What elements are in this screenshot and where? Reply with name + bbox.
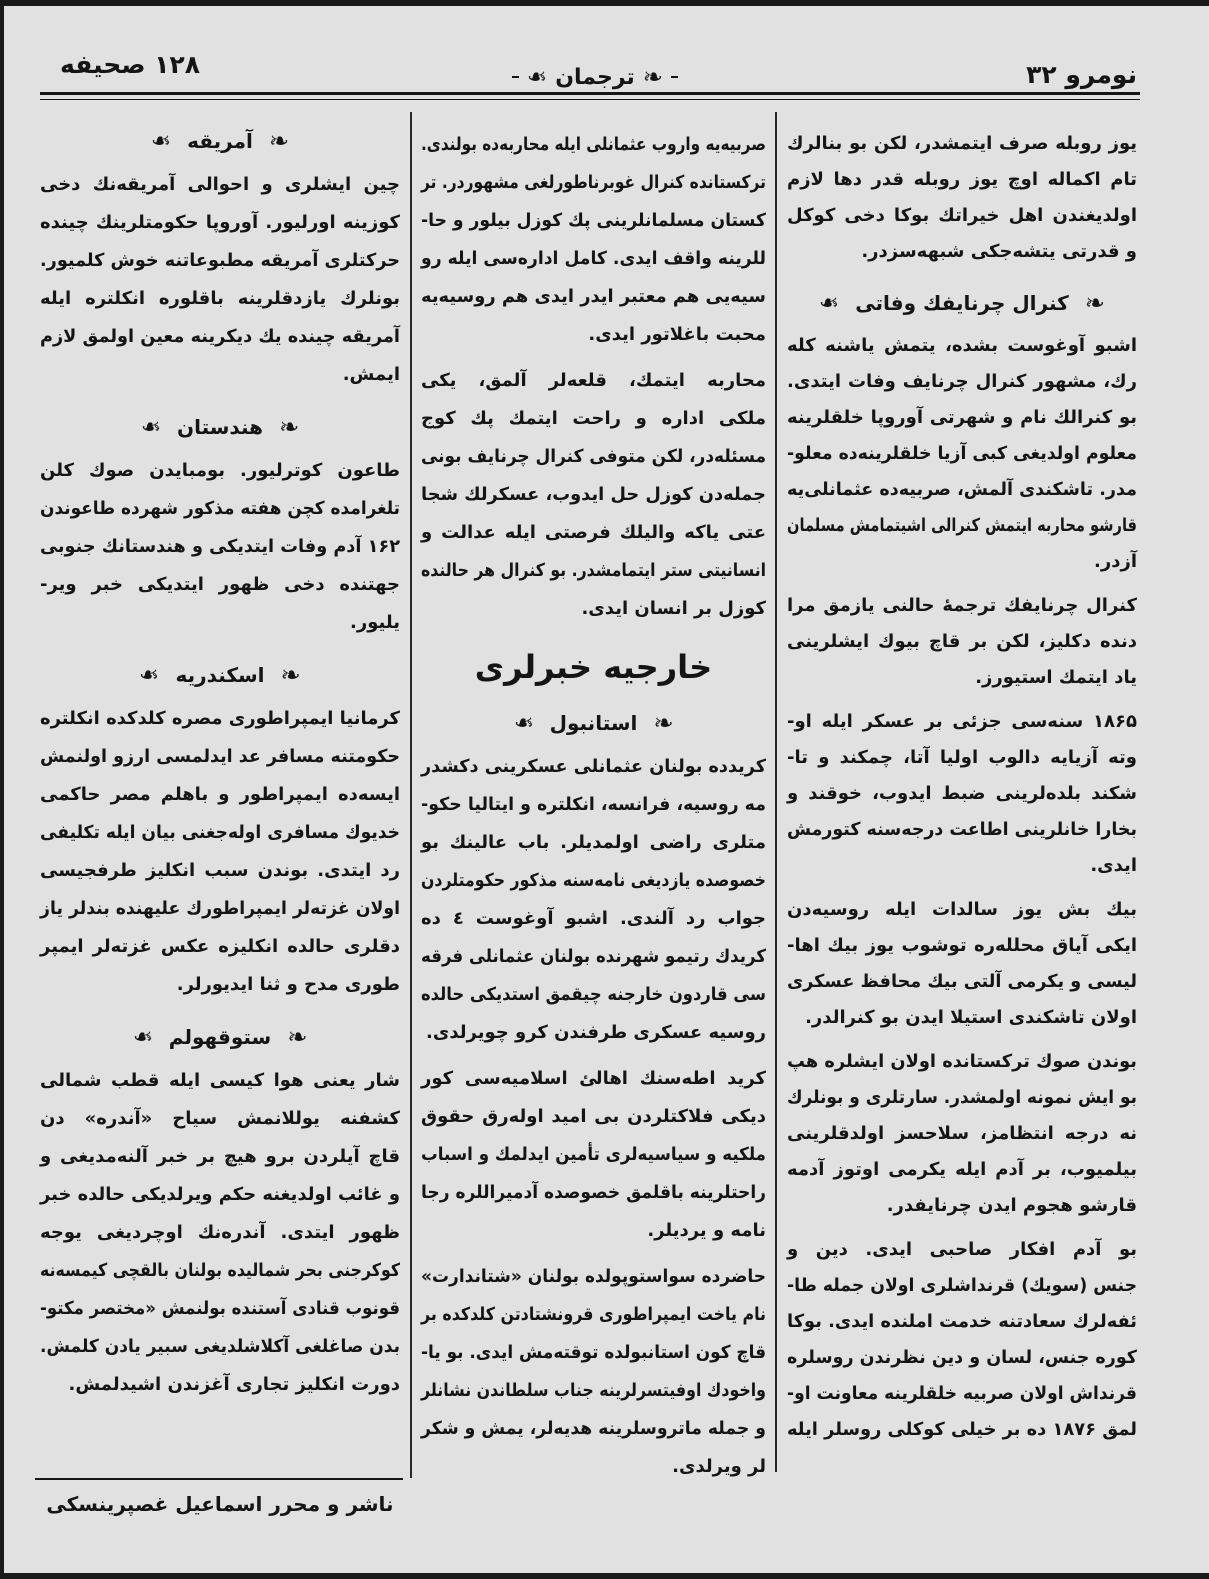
section-title: خارجیه خبرلری (474, 648, 713, 686)
text-line: یاد ایتمك استیورز. (975, 667, 1137, 688)
masthead-dash (512, 76, 519, 78)
text-line: ایمش. (342, 364, 400, 385)
text-line: و غائب اولدیغنه حکم ویرلدیکی حالده خبر (40, 1184, 400, 1205)
fleuron-icon: ❧ (139, 661, 160, 689)
section-heading-text: کنرال چرنایفك وفاتی (855, 291, 1069, 315)
column-middle (421, 126, 766, 1494)
text-line: کوکرجنی بحر شمالیده بولنان بالقچی کیمسه‌نه (40, 1260, 400, 1281)
text-line: و قدرتی یتشه‌جکی شبهه‌سزدر. (861, 241, 1137, 262)
masthead-dash (671, 76, 678, 78)
article-paragraph (787, 126, 1137, 270)
article-paragraph (421, 1258, 766, 1486)
masthead (505, 60, 685, 94)
text-line: دیکی فلاکتلردن بی امید اوله‌رق حقوق (421, 1106, 766, 1127)
text-line: اولان تاشکندی استیلا ایدن بو کنرالدر. (805, 1007, 1137, 1028)
text-line: لیسی و یکرمی آلتی بیك محافظ عسکری (787, 971, 1137, 992)
text-line: معلوم اولدیغی کبی آزیا خلقلرینه‌ده معلو- (787, 443, 1137, 464)
text-line: نام یاخت ایمپراطوری قرونشتادتن کلدکده بر (420, 1304, 766, 1325)
header-double-rule (40, 99, 1140, 100)
text-line: روسیه عسکری طرفندن کرو چویرلدی. (426, 1022, 766, 1043)
section-heading-text: استانبول (549, 711, 638, 735)
column-left (40, 116, 400, 1412)
issue-number: نومرو ۳۲ (1026, 60, 1137, 89)
text-line: آمریقه چینده یك دیکرینه معین اولمق لازم (39, 326, 400, 347)
section-heading (40, 1012, 400, 1062)
text-line: چین ایشلری و احوالی آمریقه‌نك دخی (40, 174, 400, 195)
text-line: محبت باغلاتور ایدی. (588, 324, 766, 345)
text-line: شکند بلده‌لرینی ضبط ایدوب، خوقند و (787, 783, 1137, 804)
text-line: حرکتلری آمریقه مطبوعاتنه خوش کلمیور. (39, 250, 400, 271)
text-line: ملکی اداره و راحت ایتمك پك کوج (421, 408, 766, 429)
section-heading-text: ستوقهولم (168, 1025, 272, 1049)
text-line: نه درجه انتظامز، سلاحسز اولدقلرینی (787, 1123, 1137, 1144)
section-heading-text: آمریقه (187, 129, 253, 153)
section-heading (40, 116, 400, 166)
fleuron-icon: ❧ (653, 709, 674, 737)
text-line: قرنداش اولان صربیه خلقلرینه معاونت او- (786, 1383, 1137, 1404)
text-line: کرمانیا ایمپراطوری مصره کلدکده انکلتره (40, 708, 400, 729)
text-line: وته آزیایه دالوب اولیا آتا، چمکند و تا- (787, 747, 1137, 768)
text-line: قاچ کون استانبولده توقته‌مش ایدی. بو یا- (420, 1342, 766, 1363)
text-line: تلغرامده کچن هفته مذکور شهرده طاعوندن (40, 498, 400, 519)
text-line: دنده دکلیز، لکن بر قاچ بیوك ایشلرینی (787, 631, 1137, 652)
text-line: مسئله‌در، لکن متوفی کنرال چرنایف بونی (420, 446, 766, 467)
text-line: ایدی. (1090, 855, 1137, 876)
text-line: دقلری حالده انکلیزه عکس غزته‌لر ایمپر (40, 936, 400, 957)
text-line: ترکستانده کنرال غوبرناطورلغی مشهوردر. تر (420, 172, 766, 193)
text-line: ایسه‌ده ایمپراطور و باهلم مصر حاکمی (40, 784, 400, 805)
article-paragraph (40, 1062, 400, 1404)
section-heading (787, 278, 1137, 328)
article-paragraph (787, 704, 1137, 884)
text-line: کوزل بر انسان ایدی. (581, 598, 766, 619)
text-line: بدن صاغلغی آکلاشلدیغی سبیر یادن کلمش. (40, 1336, 401, 1357)
text-line: نامه و یردیلر. (647, 1220, 766, 1241)
article-paragraph (40, 166, 400, 394)
text-line: کرید اطه‌سنك اهالئ اسلامیه‌سی کور (421, 1068, 766, 1089)
newspaper-title: ترجمان (555, 64, 635, 90)
text-line: بونلرك یازدقلرینه باقلوره انکلتره ایله (40, 288, 400, 309)
section-heading (421, 698, 766, 748)
article-paragraph (787, 892, 1137, 1036)
text-line: بخارا خانلرینی اطاعت درجه‌سنه کتورمش (786, 819, 1137, 840)
section-heading (40, 402, 400, 452)
fleuron-icon: ❧ (527, 63, 548, 91)
text-line: سی قاردون خارجنه چیقمق استدیکی حالده (421, 984, 766, 1005)
fleuron-icon: ❧ (280, 661, 301, 689)
text-line: کوره جنس، لسان و دین نظرندن روسلره (787, 1347, 1137, 1368)
text-line: ۱۸۶۵ سنه‌سی جزئی بر عسکر ایله او- (787, 711, 1137, 732)
page-number: ۱۲۸ صحیفه (60, 50, 201, 79)
text-line: محاربه ایتمك، قلعه‌لر آلمق، یکی (421, 370, 766, 391)
text-line: کریدده بولنان عثمانلی عسکرینی دکشدر (420, 756, 766, 777)
text-line: کوزینه اورلیور. آوروپا حکومتلرینك چینده (40, 212, 400, 233)
text-line: کستان مسلمانلرینی پك کوزل بیلور و حا- (421, 210, 766, 231)
text-line: حکومتنه مسافر عد ایدلمسی ارزو اولنمش (39, 746, 401, 767)
text-line: حاضرده سواستوپولده بولنان «شتاندارت» (421, 1266, 766, 1287)
article-paragraph (787, 1044, 1137, 1224)
text-line: ظهور ایتدی. آندره‌نك اوچردیغی یوجه (40, 1222, 400, 1243)
column-divider (775, 112, 777, 1472)
text-line: خدیوك مسافری اوله‌جغنی بیان ایله تکلیفی (39, 822, 400, 843)
text-line: رد ایتدی. بوندن سبب انکلیز طرفجیسی (40, 860, 400, 881)
section-heading-text: اسکندریه (175, 663, 265, 687)
text-line: اشبو آوغوست بشده، یتمش یاشنه کله (787, 335, 1137, 356)
text-line: طاعون کوترلیور. بومبایدن صوك کلن (40, 460, 400, 481)
fleuron-icon: ❧ (287, 1023, 308, 1051)
text-line: جهتنده دخی ظهور ایتدیکی خبر ویر- (40, 574, 400, 595)
article-paragraph (40, 452, 400, 642)
text-line: شار یعنی هوا کیسی ایله قطب شمالی (40, 1070, 400, 1091)
text-line: جواب رد آلندی. اشبو آوغوست ٤ ده (421, 908, 767, 929)
article-paragraph (40, 700, 400, 1004)
text-line: کریدك رتیمو شهرنده بولنان عثمانلی فرقه (420, 946, 766, 967)
fleuron-icon: ❧ (268, 127, 289, 155)
text-line: بو آدم افکار صاحبی ایدی. دین و (787, 1239, 1137, 1260)
text-line: راحتلرینه باقلمق خصوصده آدمیراللره رجا (421, 1182, 766, 1203)
text-line: مه روسیه، فرانسه، انکلتره و ایتالیا حکو- (421, 794, 766, 815)
text-line: بیك بش یوز سالدات ایله روسیه‌دن (787, 899, 1137, 920)
text-line: متلری راضی اولمدیلر. باب عالینك بو (421, 832, 766, 853)
text-line: صربیه‌یه واروب عثمانلی ایله محاربه‌ده بولندی. (420, 134, 766, 155)
text-line: بیلمیوب، بر آدم ایله یکرمی اوتوز آدمه (787, 1159, 1137, 1180)
text-line: انسانیتی ستر ایتمامشدر. بو کنرال هر حالنده (420, 560, 766, 581)
text-line: تام اکماله اوچ یوز روبله قدر دها لازم (787, 169, 1137, 190)
text-line: للرینه واقف ایدی. کامل اداره‌سی ایله رو (421, 248, 766, 269)
fleuron-icon: ❧ (1084, 289, 1105, 317)
text-line: ایکی آیاق محلله‌ره توشوب یوز بیك اها- (787, 935, 1137, 956)
text-line: اولان غزته‌لر ایمپراطورك علیهنده بندلر یاز (40, 898, 401, 919)
text-line: یوز روبله صرف ایتمشدر، لکن بو بنالرك (787, 133, 1137, 154)
article-paragraph (421, 1060, 766, 1250)
text-line: سیه‌یی هم معتبر ایدر ایدی هم روسیه‌یه (421, 286, 766, 307)
article-paragraph (787, 588, 1137, 696)
fleuron-icon: ❧ (132, 1023, 153, 1051)
text-line: بو کنرالك نام و شهرتی آوروپا خلقلرینه (787, 407, 1137, 428)
text-line: کنرال چرنایفك ترجمهٔ حالنی یازمق مرا (787, 595, 1137, 616)
text-line: ۱۶۲ آدم وفات ایتدیکی و هندستانك جنوبی (39, 536, 400, 557)
text-line: ئفه‌لرك سعادتنه خدمت املنده ایدی. بوکا (787, 1311, 1137, 1332)
text-line: لمق ۱۸۷۶ ده بر خیلی کوکلی روسلر ایله (786, 1419, 1137, 1440)
text-line: عتی یاکه والیلك فرصتی ایله عدالت و (421, 522, 766, 543)
text-line: دورت انکلیز تجاری آغزندن اشیدلمش. (68, 1374, 400, 1395)
text-line: بو ایش نمونه اولمشدر. سارتلری و بونلرك (786, 1087, 1137, 1108)
text-line: یلیور. (350, 612, 400, 633)
text-line: رك، مشهور کنرال چرنایف وفات ایتدی. (787, 371, 1137, 392)
fleuron-icon: ❧ (140, 413, 161, 441)
article-paragraph (421, 362, 766, 628)
publisher-credit: ناشر و محرر اسماعیل غصپرینسکی (46, 1492, 394, 1516)
text-line: طوری مدح و ثنا ایدیورلر. (176, 974, 400, 995)
section-heading (40, 650, 400, 700)
column-divider (410, 112, 412, 1478)
text-line: اولدیغندن اهل خیراتك بوکا دخی کوکل (787, 205, 1137, 226)
text-line: بوندن صوك ترکستانده اولان ایشلره هپ (787, 1051, 1137, 1072)
fleuron-icon: ❧ (513, 709, 534, 737)
text-line: قونوب قنادی آستنده بولنمش «مختصر مکتو- (40, 1298, 400, 1319)
article-paragraph (787, 1232, 1137, 1448)
text-line: واخودك اوفیتسرلرینه جناب سلطاندن نشانلر (421, 1380, 766, 1401)
fleuron-icon: ❧ (642, 63, 663, 91)
text-line: آزدر. (1094, 551, 1137, 572)
text-line: جمله‌دن کوزل حل ایدوب، عسکرلك شجا (421, 484, 766, 505)
fleuron-icon: ❧ (279, 413, 300, 441)
text-line: قارشو هجوم ایدن چرنایفدر. (886, 1195, 1137, 1216)
article-paragraph (421, 126, 766, 354)
text-line: کشفنه یوللانمش سیاح «آندره» دن (40, 1108, 400, 1129)
column-right (787, 126, 1137, 1456)
text-line: ملکیه و سیاسیه‌لری تأمین ایدلمك و اسباب (420, 1144, 766, 1165)
fleuron-icon: ❧ (819, 289, 840, 317)
section-heading-text: هندستان (177, 415, 263, 439)
text-line: قاچ آیلردن برو هیچ بر خبر آلنه‌مدیغی و (40, 1146, 400, 1167)
text-line: قارشو محاربه ایتمش کنرالی اشیتمامش مسلمان (787, 515, 1137, 536)
text-line: مدر. تاشکندی آلمش، صربیه‌ده عثمانلی‌یه (787, 479, 1137, 500)
text-line: خصوصده یازدیغی نامه‌سنه مذکور حکومتلردن (420, 870, 766, 891)
text-line: جنس (سویك) قرنداشلری اولان جمله طا- (786, 1275, 1137, 1296)
text-line: و جمله ماتروسلرینه هدیه‌لر، یمش و شکر (420, 1418, 766, 1439)
article-paragraph (421, 748, 766, 1052)
article-paragraph (787, 328, 1137, 580)
text-line: لر ویرلدی. (672, 1456, 766, 1477)
header-double-rule (40, 92, 1140, 95)
fleuron-icon: ❧ (151, 127, 172, 155)
footer-rule (35, 1478, 403, 1480)
